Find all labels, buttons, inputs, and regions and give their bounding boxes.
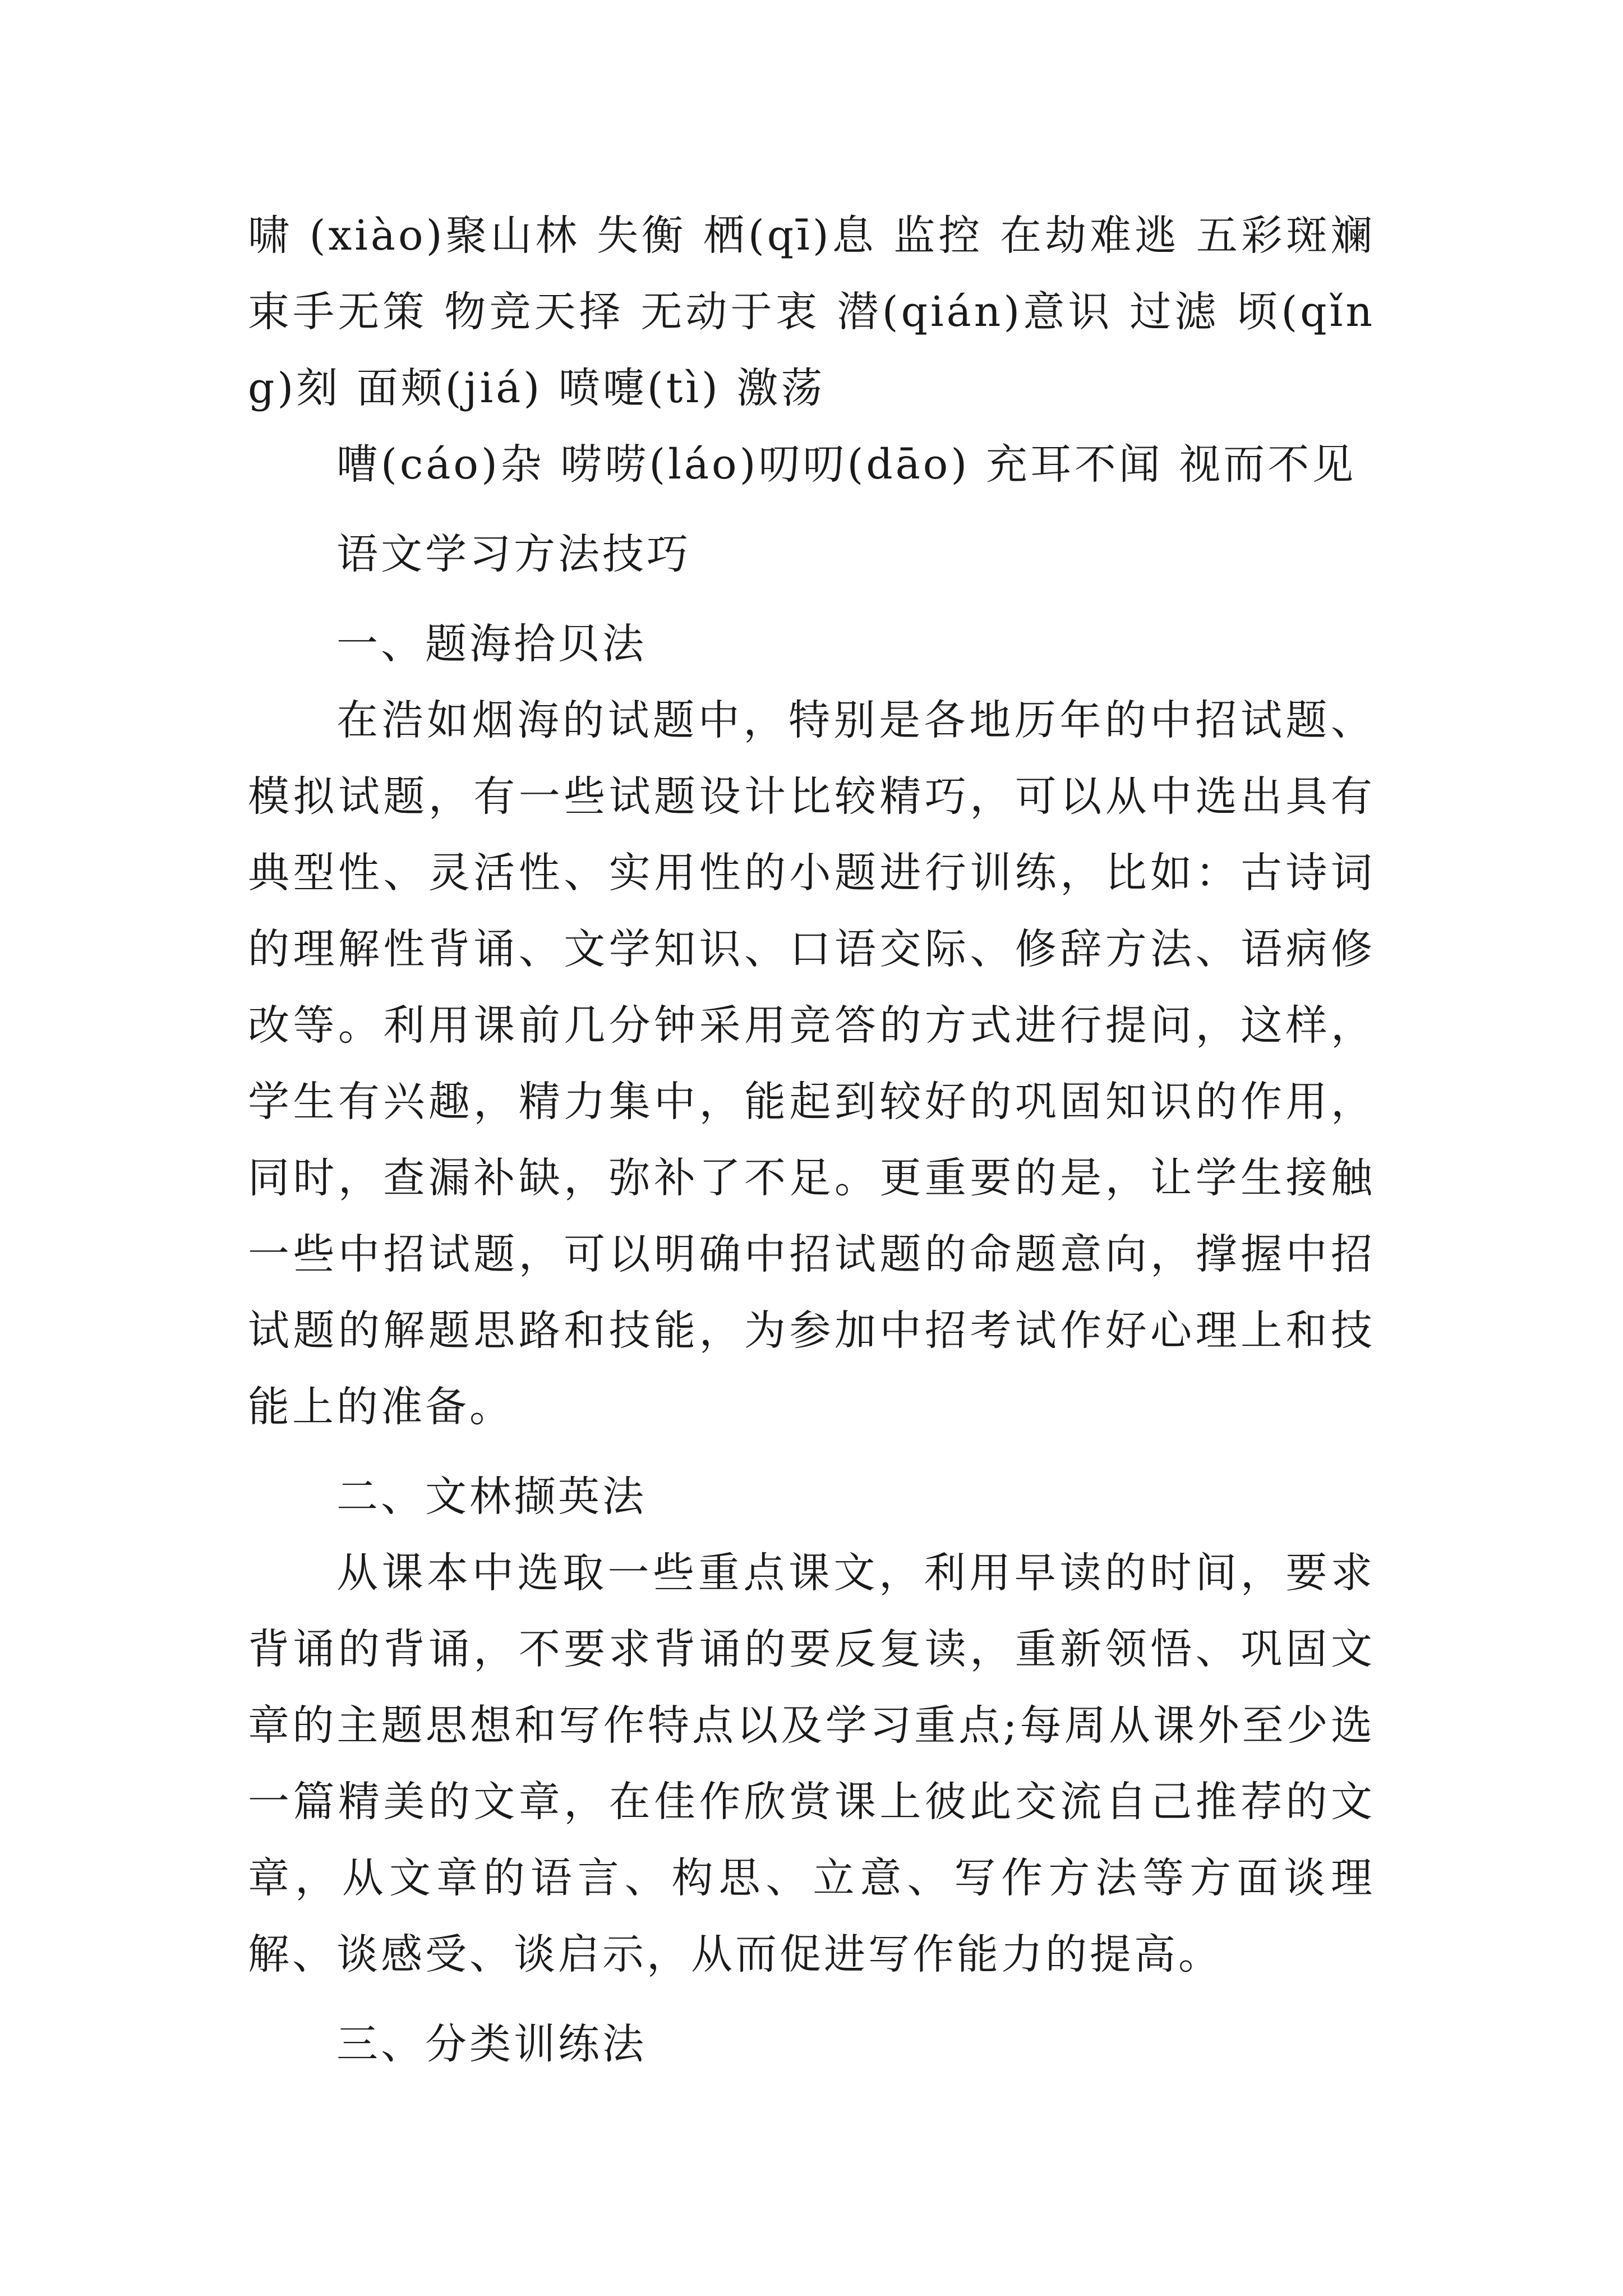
method-2-title: 二、文林撷英法 bbox=[336, 1473, 647, 1521]
document-body bbox=[248, 197, 1375, 2082]
method-1-paragraph: 在浩如烟海的试题中，特别是各地历年的中招试题、模拟试题，有一些试题设计比较精巧，可以从中选出具有典型性、灵活性、实用性的小题进行训练，比如：古诗词的理解性背诵、文学知识、口语交际、修辞方法、语病修改等。利用课前几分钟采用竞答的方式进行提问，这样，学生有兴趣，精力集中，能起到较好的巩固知识的作用，同时，查漏补缺，弥补了不足。更重要的是，让学生接触一些中招试题，可以明确中招试题的命题意向，撑握中招试题的解题思路和技能，为参加中招考试作好心理上和技能上的准备。 bbox=[248, 696, 1375, 1431]
section-title: 语文学习方法技巧 bbox=[336, 530, 691, 578]
method-1-title: 一、题海拾贝法 bbox=[336, 620, 647, 668]
method-2-paragraph: 从课本中选取一些重点课文，利用早读的时间，要求背诵的背诵，不要求背诵的要反复读，重新领悟、巩固文章的主题思想和写作特点以及学习重点;每周从课外至少选一篇精美的文章，在佳作欣赏课上彼此交流自己推荐的文章，从文章的语言、构思、立意、写作方法等方面谈理解、谈感受、谈启示，从而促进写作能力的提高。 bbox=[248, 1549, 1375, 1978]
vocab-paragraph-2: 嘈(cáo)杂 唠唠(láo)叨叨(dāo) 充耳不闻 视而不见 bbox=[336, 440, 1357, 489]
method-3-title: 三、分类训练法 bbox=[336, 2020, 647, 2068]
vocab-paragraph-1: 啸 (xiào)聚山林 失衡 栖(qī)息 监控 在劫难逃 五彩斑斓 束手无策 物竞天择 无动于衷 潜(qián)意识 过滤 顷(qǐng)刻 面颊(jiá) 喷嚏(tì) 激荡 bbox=[248, 211, 1375, 412]
